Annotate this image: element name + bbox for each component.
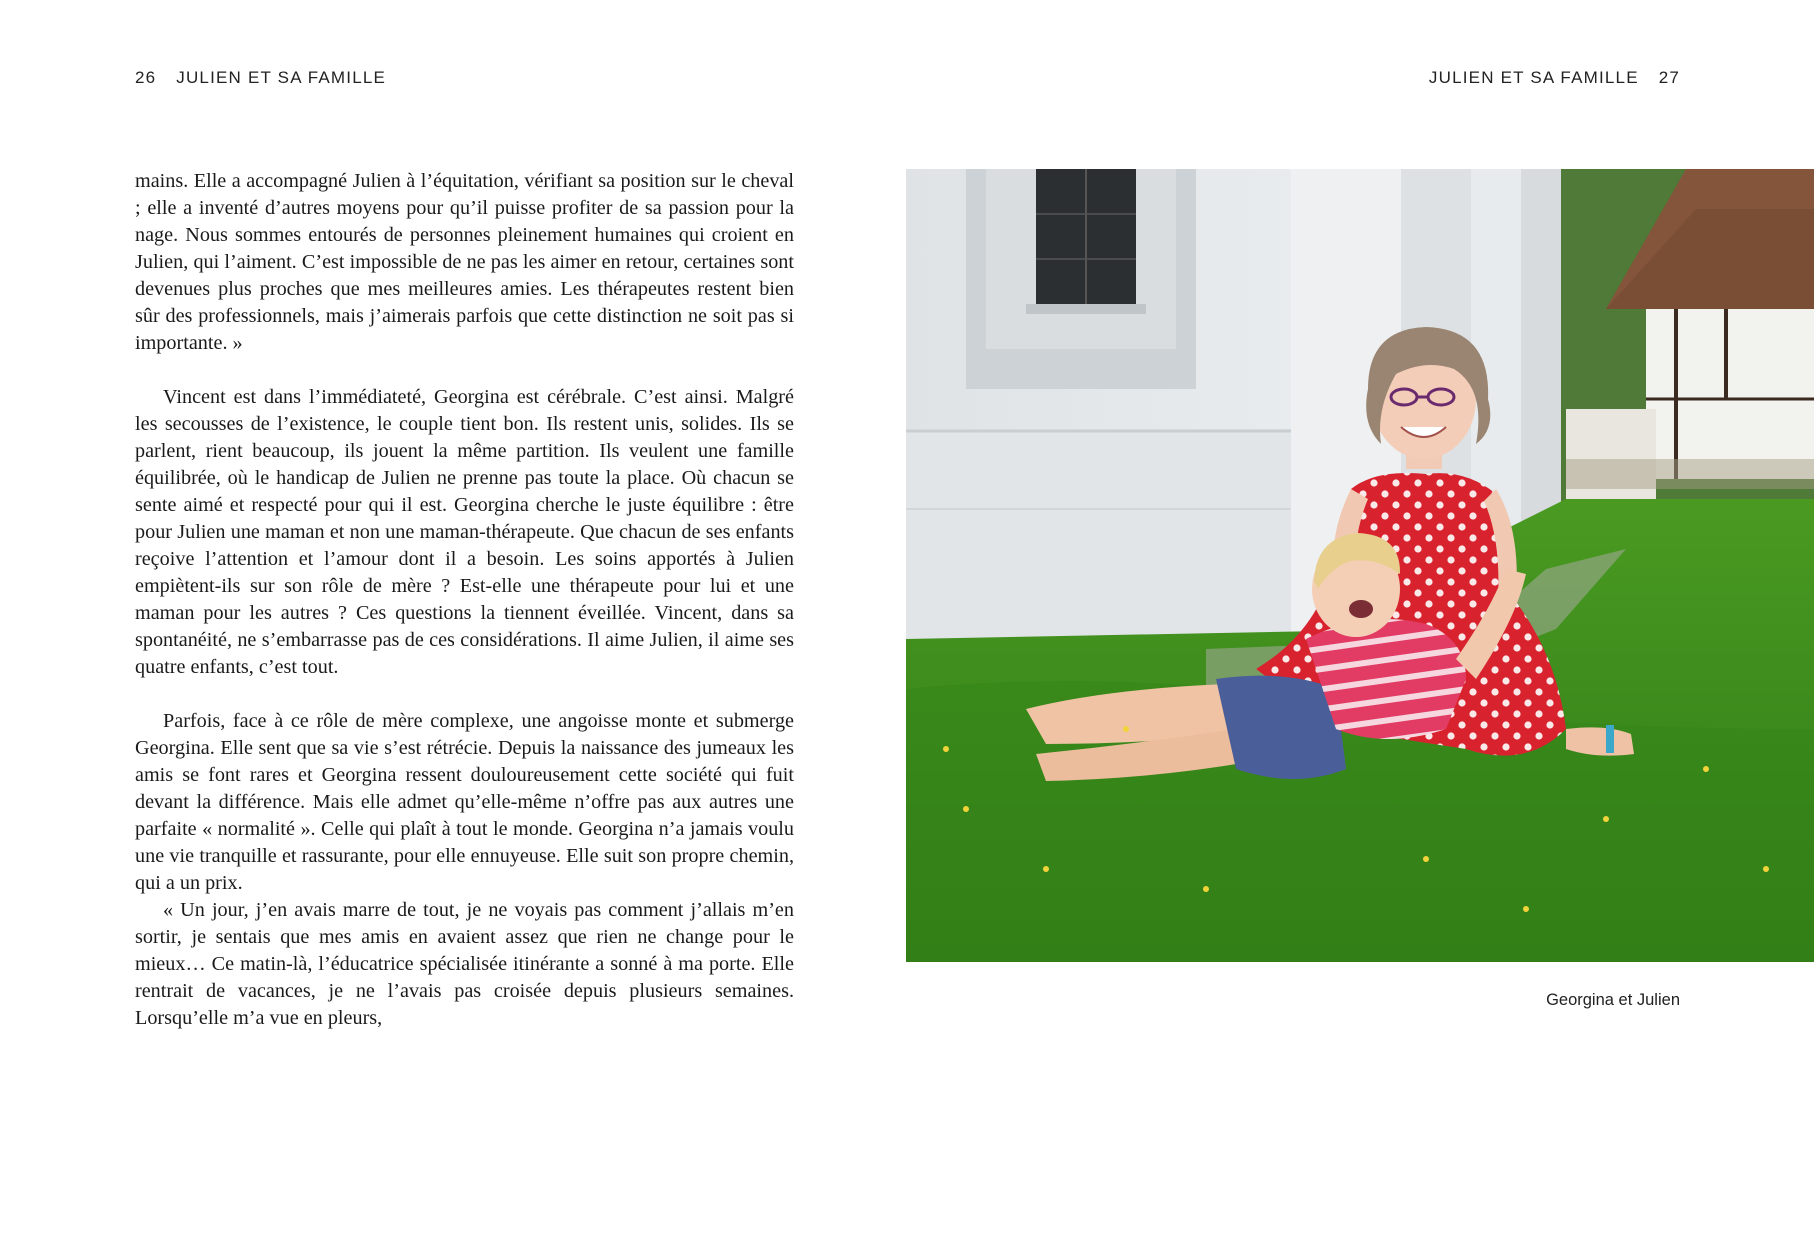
page-number-right: 27 xyxy=(1658,68,1680,87)
photograph xyxy=(906,169,1814,962)
running-title-right: JULIEN ET SA FAMILLE xyxy=(1428,68,1639,87)
paragraph: mains. Elle a accompagné Julien à l’équitation, vérifiant sa position sur le cheval ; elle a inventé d’autres moyens pour qu’il puisse profiter de sa passion pour la nage. Nous sommes entourés de personnes pleinement humaines qui croient en Julien, qui l’aiment. C’est impossible de ne pas les aimer en retour, certaines sont devenues plus proches que mes meilleures amies. Les thérapeutes restent bien sûr des professionnels, mais j’aimerais parfois que cette distinction ne soit pas si importante. » xyxy=(135,170,794,354)
running-head-right xyxy=(1429,68,1680,88)
running-head-left xyxy=(135,68,386,88)
page-number-left: 26 xyxy=(135,68,157,87)
paragraph: Vincent est dans l’immédiateté, Georgina est cérébrale. C’est ainsi. Malgré les secousses de l’existence, le couple tient bon. Ils restent unis, solides. Ils se parlent, rient beaucoup, ils jouent la même partition. Ils veulent une famille équilibrée, où le handicap de Julien ne prenne pas toute la place. Où chacun se sente aimé et respecté pour qui il est. Georgina cherche le juste équilibre : être pour Julien une maman et non une maman-thérapeute. Que chacun de ses enfants reçoive l’attention et l’amour dont il a besoin. Les soins apportés à Julien empiètent-ils sur son rôle de mère ? Est-elle une thérapeute pour lui et une maman pour les autres ? Ces questions la tiennent éveillée. Vincent, dans sa spontanéité, ne s’embarrasse pas de ces considérations. Il aime Julien, il aime ses quatre enfants, c’est tout. xyxy=(135,386,794,678)
paragraph: Parfois, face à ce rôle de mère complexe, une angoisse monte et submerge Georgina. Elle sent que sa vie s’est rétrécie. Depuis la naissance des jumeaux les amis se font rares et Georgina ressent douloureusement cette société qui fuit devant la différence. Mais elle admet qu’elle-même n’offre pas aux autres une parfaite « normalité ». Celle qui plaît à tout le monde. Georgina n’a jamais voulu une vie tranquille et rassurante, pour elle ennuyeuse. Elle suit son propre chemin, qui a un prix. xyxy=(135,710,794,894)
body-text xyxy=(135,168,794,1032)
paragraph: « Un jour, j’en avais marre de tout, je ne voyais pas comment j’allais m’en sortir, je sentais que mes amis en avaient assez que rien ne change pour le mieux… Ce matin-là, l’éducatrice spécialisée itinérante a sonné à ma porte. Elle rentrait de vacances, je ne l’avais pas croisée depuis plusieurs semaines. Lorsqu’elle m’a vue en pleurs, xyxy=(135,899,794,1029)
running-title-left: JULIEN ET SA FAMILLE xyxy=(176,68,387,87)
photo-caption: Georgina et Julien xyxy=(1546,991,1680,1009)
